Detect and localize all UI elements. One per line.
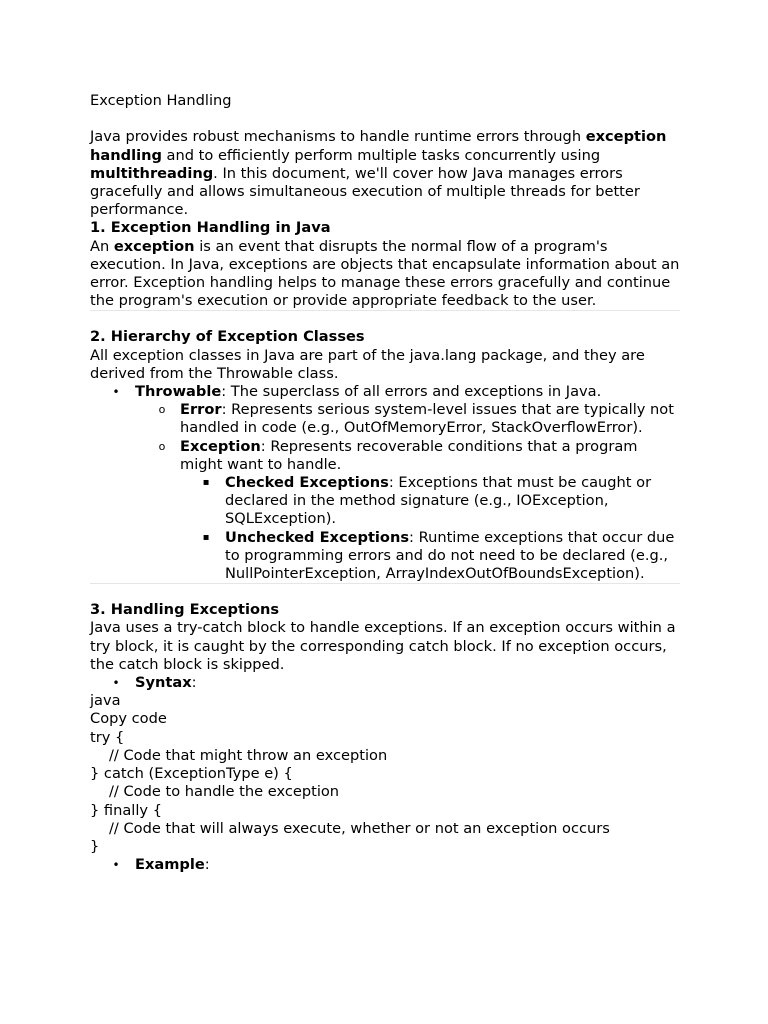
exception-sublist <box>90 474 680 583</box>
unchecked-text: : Runtime exceptions that occur due to programming errors and do not need to be declared (e.g., NullPointerException, ArrayIndexOutOfBoundsException). <box>225 528 675 583</box>
hierarchy-list <box>90 383 680 401</box>
code-line: } <box>90 837 100 855</box>
syntax-list <box>90 674 680 692</box>
example-colon: : <box>204 856 210 874</box>
error-text: : Represents serious system-level issues that are typically not handled in code (e.g., OutOfMemoryError, StackOverflowError). <box>180 401 674 437</box>
section2-heading: 2. Hierarchy of Exception Classes <box>90 328 365 346</box>
bullet-circle-icon: o <box>158 403 166 417</box>
error-label: Error <box>180 401 222 419</box>
list-item-checked <box>90 474 680 529</box>
bullet-disc-icon: • <box>112 385 120 400</box>
exception-label: Exception <box>180 437 261 455</box>
intro-bold-exception-handling: exception handling <box>90 128 667 164</box>
exception-text: : Represents recoverable conditions that a program might want to handle. <box>180 437 638 473</box>
document-page <box>90 92 680 874</box>
intro-text-1: Java provides robust mechanisms to handle runtime errors through <box>90 128 586 146</box>
list-item-error <box>90 401 680 437</box>
section-divider <box>90 583 680 584</box>
intro-paragraph <box>90 128 680 219</box>
section2-paragraph: All exception classes in Java are part of the java.lang package, and they are derived from the Throwable class. <box>90 346 645 382</box>
code-line: // Code that will always execute, whether or not an exception occurs <box>109 819 610 837</box>
example-label: Example <box>135 856 205 874</box>
list-item-exception <box>90 438 680 474</box>
throwable-label: Throwable <box>135 383 222 401</box>
bullet-circle-icon: o <box>158 439 166 453</box>
section1-bold-exception: exception <box>113 237 195 255</box>
bullet-disc-icon: • <box>112 858 120 873</box>
code-line: // Code to handle the exception <box>109 783 340 801</box>
section1-heading: 1. Exception Handling in Java <box>90 219 331 237</box>
throwable-sublist <box>90 401 680 474</box>
section3-heading: 3. Handling Exceptions <box>90 601 280 619</box>
section1-text-2: is an event that disrupts the normal flow of a program's execution. In Java, exceptions are objects that encapsulate information about an error. Exception handling helps to manage these errors gracefully and continue the program's execution or provide appropriate feedback to the user. <box>90 237 680 310</box>
code-language-label: java <box>90 692 121 710</box>
bullet-square-icon: ▪ <box>202 531 210 543</box>
unchecked-label: Unchecked Exceptions <box>225 528 410 546</box>
list-item-syntax <box>90 674 680 692</box>
throwable-text: : The superclass of all errors and exceptions in Java. <box>221 383 602 401</box>
section-divider <box>90 310 680 311</box>
copy-code-button[interactable]: Copy code <box>90 710 167 728</box>
code-line: // Code that might throw an exception <box>109 746 388 764</box>
section3-paragraph: Java uses a try-catch block to handle exceptions. If an exception occurs within a try block, it is caught by the corresponding catch block. If no exception occurs, the catch block is skipped. <box>90 619 676 673</box>
document-title: Exception Handling <box>90 92 232 109</box>
syntax-label: Syntax <box>135 674 192 692</box>
code-line: } catch (ExceptionType e) { <box>90 765 293 783</box>
intro-text-3: . In this document, we'll cover how Java manages errors gracefully and allows simultaneous execution of multiple threads for better performance. <box>90 164 640 219</box>
section1-paragraph <box>90 238 680 311</box>
bullet-disc-icon: • <box>112 676 120 691</box>
syntax-colon: : <box>191 674 197 692</box>
intro-text-2: and to efficiently perform multiple tasks concurrently using <box>161 146 601 164</box>
code-line: } finally { <box>90 801 162 819</box>
code-line: try { <box>90 728 125 746</box>
list-item-unchecked <box>90 529 680 584</box>
list-item-throwable <box>90 383 680 401</box>
checked-text: : Exceptions that must be caught or declared in the method signature (e.g., IOException, SQLException). <box>225 474 652 528</box>
section1-text-1: An <box>90 237 114 255</box>
example-list <box>90 856 680 874</box>
intro-bold-multithreading: multithreading <box>90 164 214 182</box>
checked-label: Checked Exceptions <box>225 474 389 492</box>
bullet-square-icon: ▪ <box>202 477 210 489</box>
list-item-example <box>90 856 680 874</box>
